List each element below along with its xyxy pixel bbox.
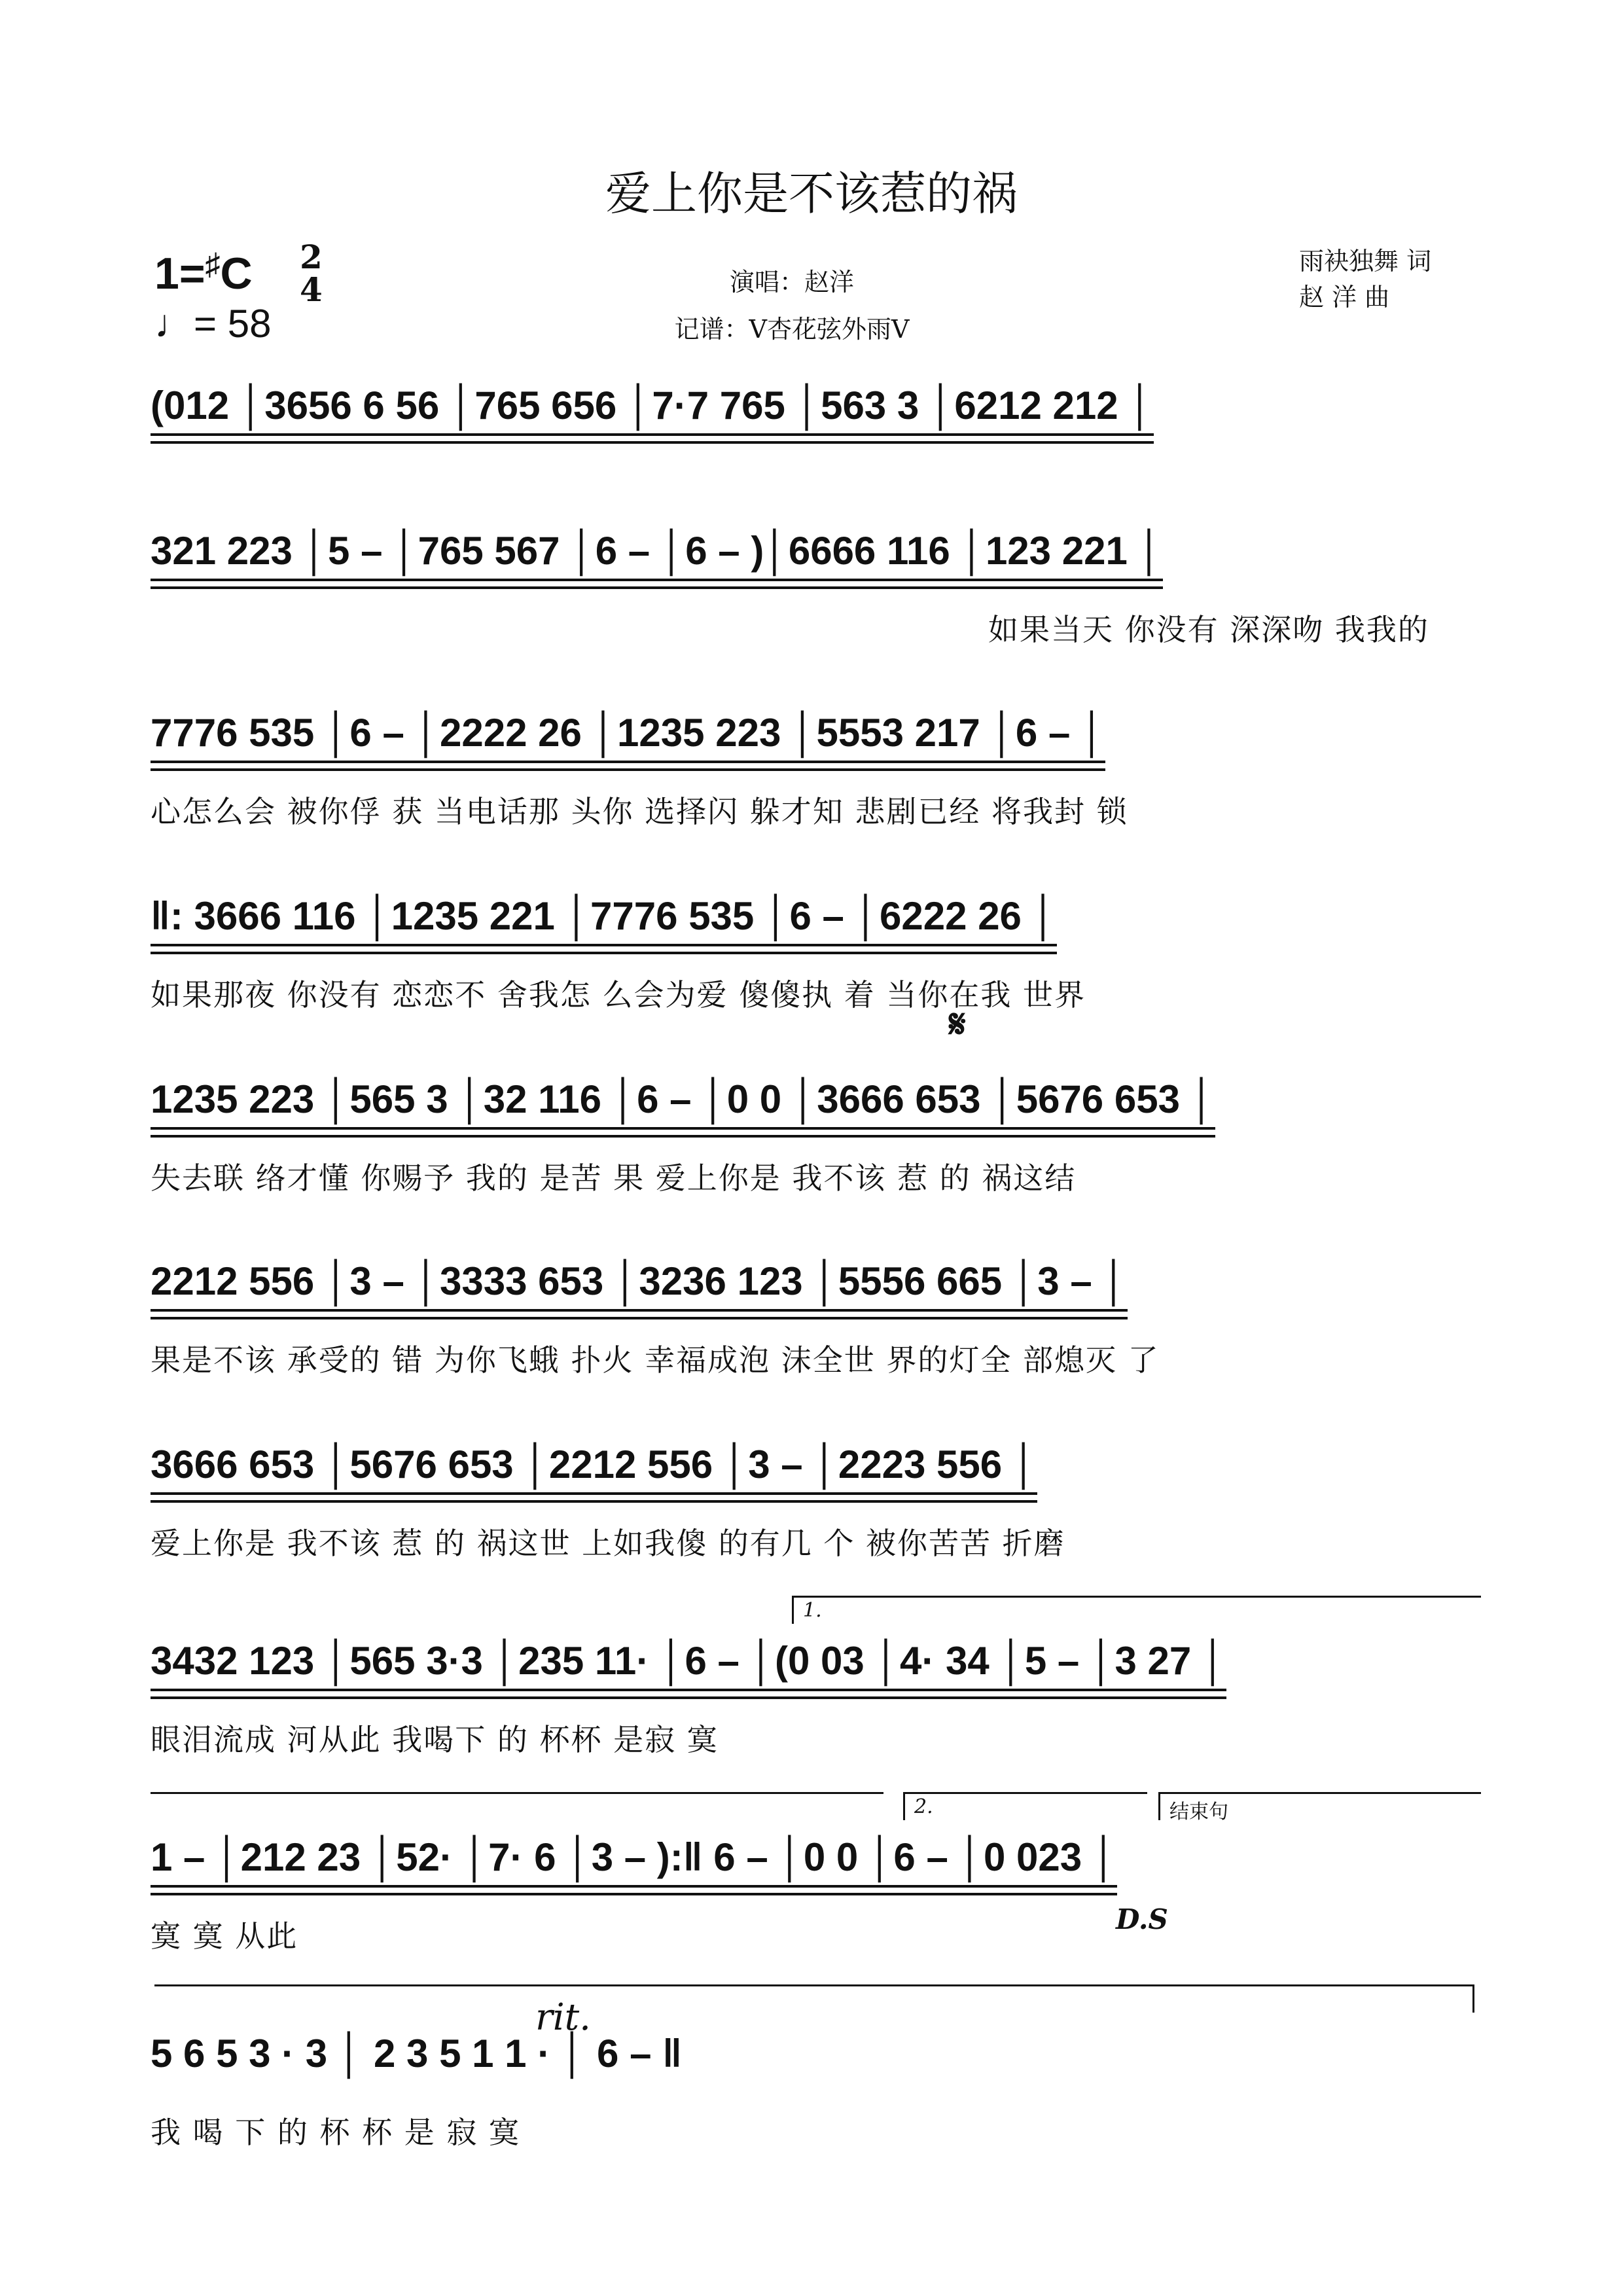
key-signature bbox=[154, 246, 253, 299]
lyrics-line: 失去联 络才懂 你赐予 我的 是苦 果 爱上你是 我不该 惹 的 祸这结 bbox=[151, 1160, 1077, 1196]
dal-segno-mark: D.S bbox=[1116, 1903, 1168, 1935]
notation-line: 5 6 5 3 · 3 │ 2 3 5 1 1 · │ 6 – ‖ bbox=[151, 2032, 682, 2075]
composer-credit: 赵 洋 曲 bbox=[1299, 283, 1390, 312]
volta-first-ending bbox=[792, 1596, 1481, 1624]
notation-line: 3432 123 │565 3·3 │235 11· │6 – │(0 03 │4· 34 │5 – │3 27 │ bbox=[151, 1641, 1226, 1733]
lyrics-line: 果是不该 承受的 错 为你飞蛾 扑火 幸福成泡 沫全世 界的灯全 部熄灭 了 bbox=[151, 1342, 1160, 1378]
transcriber-credit: 记谱：V杏花弦外雨V bbox=[674, 315, 910, 344]
key-label: 1= bbox=[154, 249, 205, 298]
lyrics-line: 心怎么会 被你俘 获 当电话那 头你 选择闪 躲才知 悲剧已经 将我封 锁 bbox=[151, 794, 1128, 829]
song-title: 爱上你是不该惹的祸 bbox=[605, 167, 1018, 221]
volta-second-ending bbox=[903, 1792, 1147, 1820]
notation-line: 321 223 │5 – │765 567 │6 – │6 – )│6666 116 │123 221 │ bbox=[151, 531, 1163, 623]
notation-line: 1235 223 │565 3 │32 116 │6 – │0 0 │3666 653 │5676 653 │ bbox=[151, 1080, 1215, 1172]
notation-line: (012 │3656 6 56 │765 656 │7·7 765 │563 3 │6212 212 │ bbox=[151, 386, 1154, 478]
time-signature bbox=[300, 238, 323, 309]
volta-1-label: 1. bbox=[803, 1599, 822, 1622]
volta-first-ending-continuation bbox=[151, 1792, 883, 1820]
ending-phrase-bracket bbox=[1158, 1792, 1481, 1823]
ending-phrase-label: 结束句 bbox=[1169, 1801, 1228, 1823]
lyrics-line: 眼泪流成 河从此 我喝下 的 杯杯 是寂 寞 bbox=[151, 1722, 719, 1757]
final-bracket bbox=[154, 1984, 1474, 2013]
time-bottom: 4 bbox=[300, 270, 323, 309]
notation-line: 2212 556 │3 – │3333 653 │3236 123 │5556 665 │3 – │ bbox=[151, 1262, 1128, 1354]
notation-line: 3666 653 │5676 653 │2212 556 │3 – │2223 556 │ bbox=[151, 1445, 1037, 1537]
ritardando-mark: rit. bbox=[535, 1996, 591, 2039]
notation-line: 7776 535 │6 – │2222 26 │1235 223 │5553 217 │6 – │ bbox=[151, 713, 1105, 805]
time-top: 2 bbox=[300, 238, 323, 276]
lyrics-line: 如果那夜 你没有 恋恋不 舍我怎 么会为爱 傻傻执 着 当你在我 世界 bbox=[151, 977, 1086, 1013]
volta-2-label: 2. bbox=[914, 1795, 933, 1818]
lyrics-line: 爱上你是 我不该 惹 的 祸这世 上如我傻 的有几 个 被你苦苦 折磨 bbox=[151, 1526, 1065, 1561]
lyricist-credit: 雨袂独舞 词 bbox=[1299, 247, 1432, 276]
singer-credit: 演唱：赵洋 bbox=[729, 268, 854, 296]
lyrics-line: 寞 寞 从此 bbox=[151, 1918, 298, 1954]
lyrics-line: 我 喝 下 的 杯 杯 是 寂 寞 bbox=[151, 2115, 520, 2150]
key-sharp: ♯ bbox=[205, 247, 221, 281]
segno-sign: 𝄋 bbox=[949, 1001, 966, 1047]
credits-block bbox=[1299, 243, 1431, 315]
key-letter: C bbox=[220, 249, 253, 298]
notation-line: ‖: 3666 116 │1235 221 │7776 535 │6 – │6222 26 │ bbox=[151, 897, 1057, 988]
notation-line: 1 – │212 23 │52· │7· 6 │3 – ):‖ 6 – │0 0 │6 – │0 023 │ bbox=[151, 1838, 1117, 1929]
lyrics-line: 如果当天 你没有 深深吻 我我的 bbox=[988, 612, 1429, 647]
tempo-marking: ♩= 58 bbox=[154, 302, 272, 346]
